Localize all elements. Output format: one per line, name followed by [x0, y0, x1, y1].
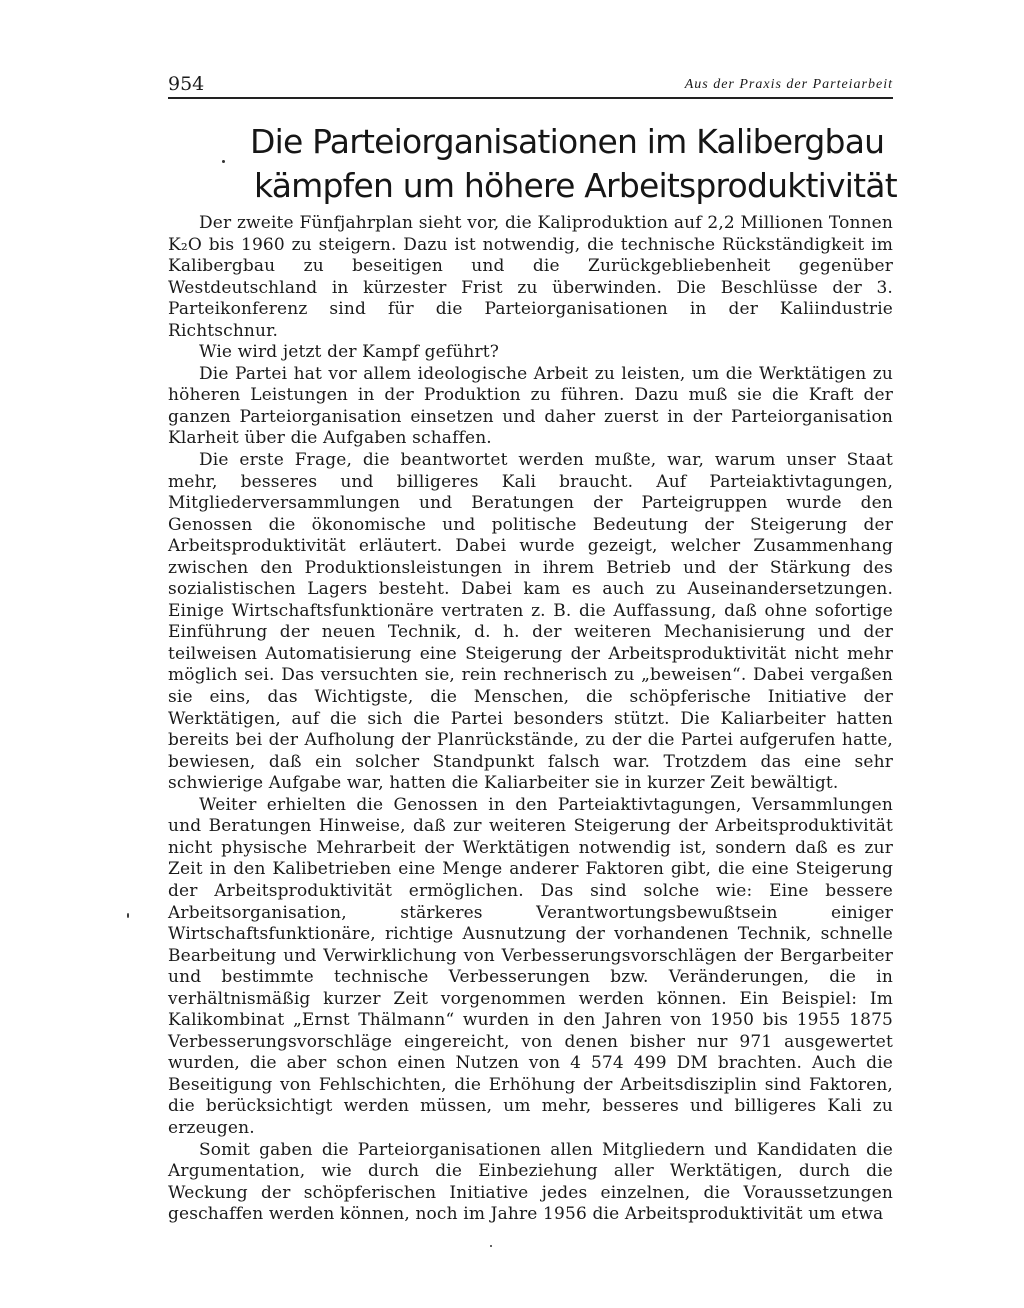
- article-title-line-1: Die Parteiorganisationen im Kalibergbau: [250, 122, 885, 161]
- article-body: [168, 213, 893, 1226]
- print-speck: [222, 160, 225, 163]
- article-title-line-2: kämpfen um höhere Arbeitsproduktivität: [254, 166, 897, 205]
- paragraph: Der zweite Fünfjahrplan sieht vor, die Kaliproduktion auf 2,2 Millionen Tonnen K₂O bis 1960 zu steigern. Dazu ist notwendig, die technische Rückständigkeit im Kalibergbau zu beseitigen und die Zurückgebliebenheit gegenüber Westdeutschland in kürzester Frist zu überwinden. Die Beschlüsse der 3. Parteikonferenz sind für die Parteiorganisationen in der Kaliindustrie Richtschnur.: [168, 213, 893, 341]
- paragraph: Die erste Frage, die beantwortet werden mußte, war, warum unser Staat mehr, besseres und billigeres Kali braucht. Auf Parteiaktivtagungen, Mitgliederversammlungen und Beratungen der Parteigruppen wurde den Genossen die ökonomische und politische Bedeutung der Steigerung der Arbeitsproduktivität erläutert. Dabei wurde gezeigt, welcher Zusammenhang zwischen den Produktionsleistungen in ihrem Betrieb und der Stärkung des sozialistischen Lagers besteht. Dabei kam es auch zu Auseinandersetzungen. Einige Wirtschaftsfunktionäre vertraten z. B. die Auffassung, daß ohne sofortige Einführung der neuen Technik, d. h. der weiteren Mechanisierung und der teilweisen Automatisierung eine Steigerung der Arbeitsproduktivität nicht mehr möglich sei. Das versuchten sie, rein rechnerisch zu „beweisen“. Dabei vergaßen sie eins, das Wichtigste, die Menschen, die schöpferische Initiative der Werktätigen, auf die sich die Partei besonders stützt. Die Kaliarbeiter hatten bereits bei der Aufholung der Planrückstände, zu der die Partei aufgerufen hatte, bewiesen, daß ein solcher Standpunkt falsch war. Trotzdem das eine sehr schwierige Aufgabe war, hatten die Kaliarbeiter sie in kurzer Zeit bewältigt.: [168, 450, 893, 794]
- print-speck: [127, 913, 129, 918]
- paragraph: Wie wird jetzt der Kampf geführt?: [199, 342, 499, 363]
- paragraph: Somit gaben die Parteiorganisationen allen Mitgliedern und Kandidaten die Argumentation, wie durch die Einbeziehung aller Werktätigen, durch die Weckung der schöpferischen Initiative jedes einzelnen, die Voraussetzungen geschaffen werden können, noch im Jahre 1956 die Arbeitsproduktivität um etwa: [168, 1139, 893, 1225]
- running-header: [168, 73, 893, 99]
- paragraph: Weiter erhielten die Genossen in den Parteiaktivtagungen, Versammlungen und Beratungen Hinweise, daß zur weiteren Steigerung der Arbeitsproduktivität nicht physische Mehrarbeit der Werktätigen notwendig ist, sondern daß es zur Zeit in den Kalibetrieben eine Menge anderer Faktoren gibt, die eine Steigerung der Arbeitsproduktivität ermöglichen. Das sind solche wie: Eine bessere Arbeitsorganisation, stärkeres Verantwortungsbewußtsein einiger Wirtschaftsfunktionäre, richtige Ausnutzung der vorhandenen Technik, schnelle Bearbeitung und Verwirklichung von Verbesserungsvorschlägen der Bergarbeiter und bestimmte technische Verbesserungen bzw. Veränderungen, die in verhältnismäßig kurzer Zeit vorgenommen werden können. Ein Beispiel: Im Kalikombinat „Ernst Thälmann“ wurden in den Jahren von 1950 bis 1955 1875 Verbesserungsvorschläge eingereicht, von denen bisher nur 971 ausgewertet wurden, die aber schon einen Nutzen von 4 574 499 DM brachten. Auch die Beseitigung von Fehlschichten, die Erhöhung der Arbeitsdisziplin sind Faktoren, die berücksichtigt werden müssen, um mehr, besseres und billigeres Kali zu erzeugen.: [168, 794, 893, 1138]
- article-title: [250, 120, 897, 208]
- page-number: 954: [168, 73, 205, 95]
- print-speck: [490, 1245, 492, 1247]
- paragraph: Die Partei hat vor allem ideologische Arbeit zu leisten, um die Werktätigen zu höheren Leistungen in der Produktion zu führen. Dazu muß sie die Kraft der ganzen Parteiorganisation einsetzen und daher zuerst in der Parteiorganisation Klarheit über die Aufgaben schaffen.: [168, 363, 893, 449]
- section-title: Aus der Praxis der Parteiarbeit: [684, 77, 893, 92]
